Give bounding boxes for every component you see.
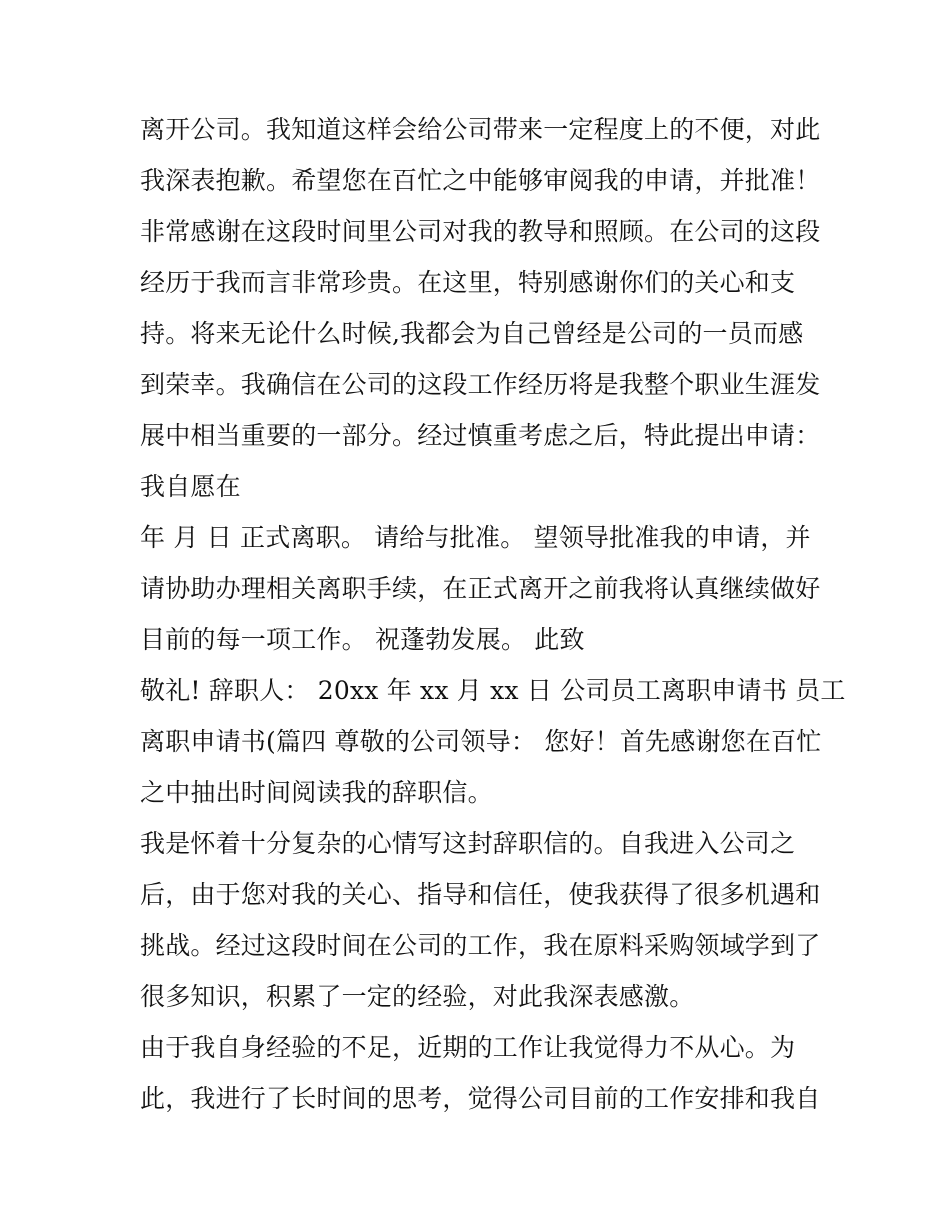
text-line: 年 月 日 正式离职。 请给与批准。 望领导批准我的申请，并: [140, 523, 811, 552]
text-line: 后，由于您对我的关心、指导和信任，使我获得了很多机遇和: [140, 880, 821, 909]
text-line: 我是怀着十分复杂的心情写这封辞职信的。自我进入公司之: [140, 829, 796, 858]
text-line: 持。将来无论什么时候,我都会为自己曾经是公司的一员而感: [140, 319, 804, 348]
text-line: 目前的每一项工作。 祝蓬勃发展。 此致: [140, 625, 585, 654]
document-body: [140, 104, 846, 1124]
text-line: 挑战。经过这段时间在公司的工作，我在原料采购领域学到了: [140, 931, 821, 960]
text-line: 我深表抱歉。希望您在百忙之中能够审阅我的申请，并批准！: [140, 166, 821, 195]
text-line: 展中相当重要的一部分。经过慎重考虑之后，特此提出申请：: [140, 421, 821, 450]
text-line: 请协助办理相关离职手续，在正式离开之前我将认真继续做好: [140, 574, 821, 603]
text-line: 敬礼! 辞职人： 20xx 年 xx 月 xx 日 公司员工离职申请书 员工: [140, 676, 846, 705]
text-line: 离职申请书(篇四 尊敬的公司领导： 您好！首先感谢您在百忙: [140, 727, 822, 756]
text-line: 之中抽出时间阅读我的辞职信。: [140, 778, 493, 807]
text-line: 离开公司。我知道这样会给公司带来一定程度上的不便，对此: [140, 115, 821, 144]
text-line: 经历于我而言非常珍贵。在这里，特别感谢你们的关心和支: [140, 268, 796, 297]
text-line: 此，我进行了长时间的思考，觉得公司目前的工作安排和我自: [140, 1084, 821, 1113]
text-line: 我自愿在: [140, 472, 241, 501]
text-line: 非常感谢在这段时间里公司对我的教导和照顾。在公司的这段: [140, 217, 821, 246]
text-line: 由于我自身经验的不足，近期的工作让我觉得力不从心。为: [140, 1033, 796, 1062]
text-line: 到荣幸。我确信在公司的这段工作经历将是我整个职业生涯发: [140, 370, 821, 399]
text-line: 很多知识，积累了一定的经验，对此我深表感激。: [140, 982, 695, 1011]
